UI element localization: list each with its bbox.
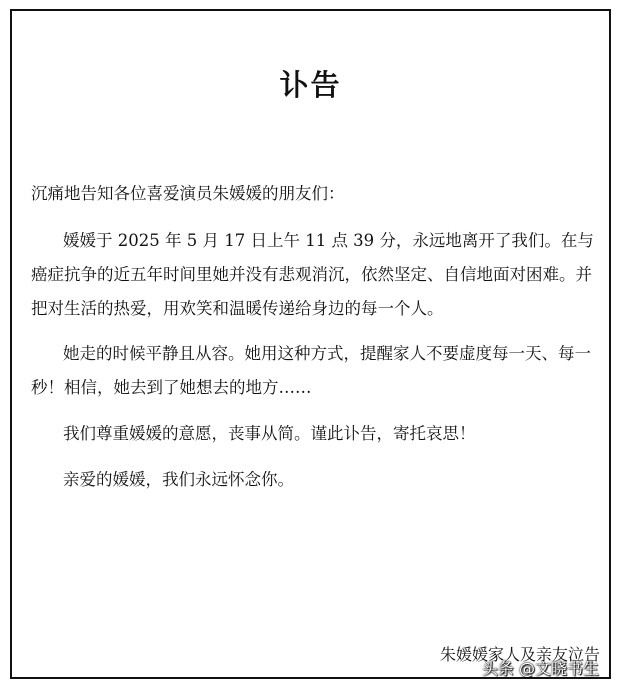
paragraph-3: 我们尊重媛媛的意愿，丧事从简。谨此讣告，寄托哀思！ — [63, 424, 476, 443]
paragraph-1: 媛媛于 2025 年 5 月 17 日上午 11 点 39 分，永远地离开了我们。在与癌症抗争的近五年时间里她并没有悲观消沉，依然坚定、自信地面对困难。并把对生活的热爱，用欢笑和温暖传递给身边的每一个人。 — [31, 231, 594, 318]
notice-title: 讣告 — [279, 68, 342, 102]
watermark: 头条 @文晓书生 — [481, 659, 599, 678]
paragraph-2: 她走的时候平静且从容。她用这种方式，提醒家人不要虚度每一天、每一秒！相信，她去到了她想去的地方…… — [31, 344, 591, 397]
notice-frame — [10, 9, 611, 679]
salutation: 沉痛地告知各位喜爱演员朱媛媛的朋友们： — [31, 184, 345, 203]
paragraph-4: 亲爱的媛媛，我们永远怀念你。 — [63, 470, 294, 489]
signature: 朱媛媛家人及亲友泣告 — [439, 645, 600, 664]
